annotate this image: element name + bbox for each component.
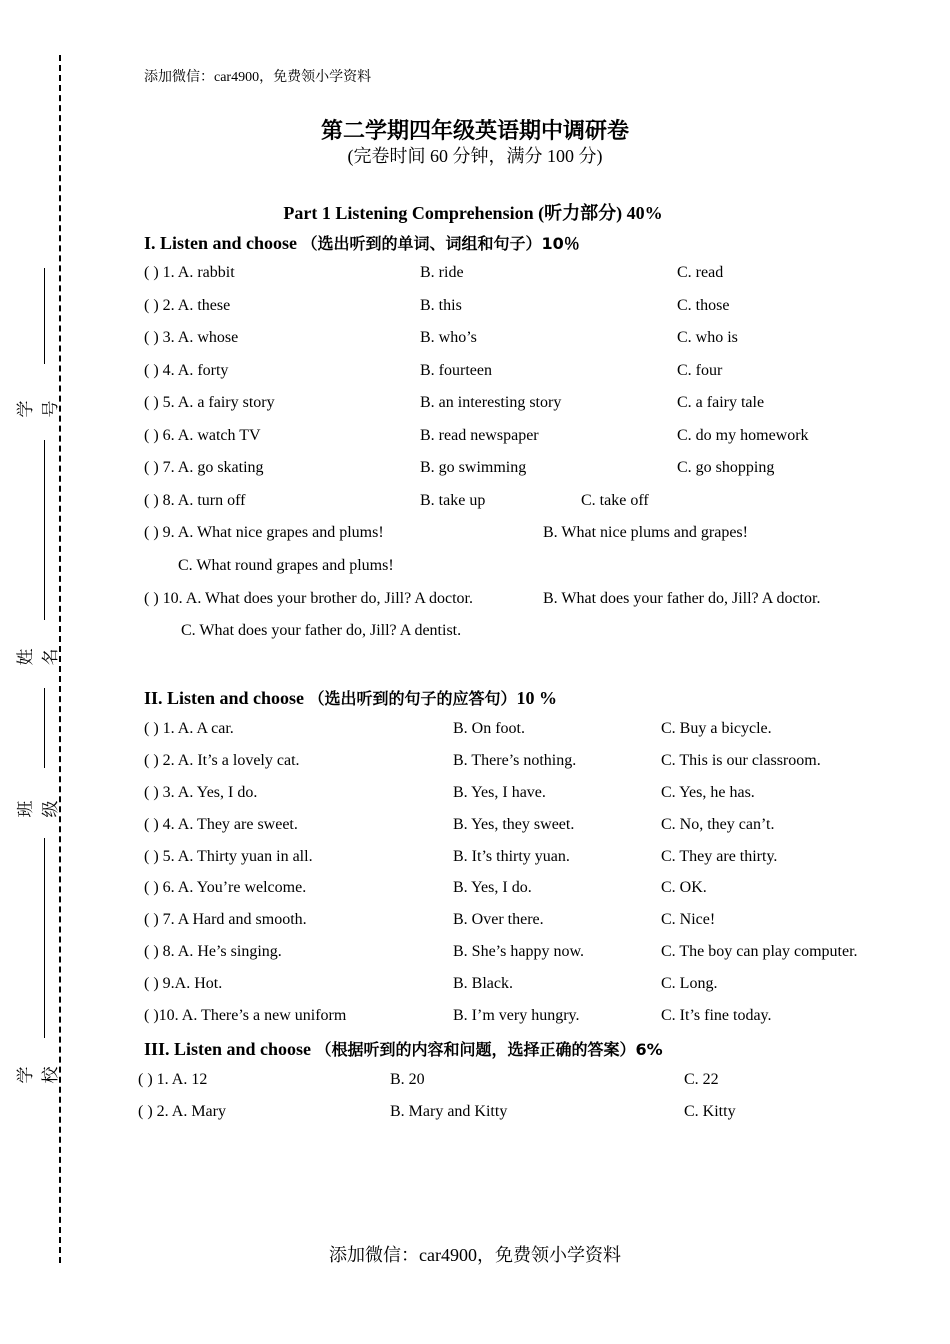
s2-q6-a: ( ) 6. A. You’re welcome.: [144, 879, 307, 896]
side-label-number: 学号: [16, 400, 60, 418]
bottom-note: 添加微信：car4900，免费领小学资料: [329, 1245, 621, 1265]
s2-q4-a: ( ) 4. A. They are sweet.: [144, 816, 298, 833]
s1-q10-b: B. What does your father do, Jill? A doctor.: [543, 590, 821, 607]
side-label-name: 姓名: [16, 648, 60, 666]
s2-q10-b: B. I’m very hungry.: [453, 1007, 580, 1024]
side-line-school: [44, 838, 45, 1038]
section3-title-cn: （根据听到的内容和问题，选择正确的答案）6%: [315, 1040, 663, 1059]
section3-heading: [144, 1037, 663, 1060]
s3-q1-a: ( ) 1. A. 12: [138, 1071, 208, 1088]
s2-q10-c: C. It’s fine today.: [661, 1007, 772, 1024]
s1-q4-c: C. four: [677, 362, 723, 379]
s2-q5-a: ( ) 5. A. Thirty yuan in all.: [144, 848, 313, 865]
section1-title-en: I. Listen and choose: [144, 233, 302, 253]
s1-q6-a: ( ) 6. A. watch TV: [144, 427, 261, 444]
s2-q7-b: B. Over there.: [453, 911, 544, 928]
s2-q10-a: ( )10. A. There’s a new uniform: [144, 1007, 347, 1024]
s2-q8-a: ( ) 8. A. He’s singing.: [144, 943, 282, 960]
s2-q3-a: ( ) 3. A. Yes, I do.: [144, 784, 258, 801]
s2-q6-b: B. Yes, I do.: [453, 879, 532, 896]
s2-q1-c: C. Buy a bicycle.: [661, 720, 772, 737]
s2-q4-b: B. Yes, they sweet.: [453, 816, 575, 833]
s1-q8-c: C. take off: [581, 492, 649, 509]
side-label-class: 班级: [16, 800, 60, 818]
section2-heading: [144, 686, 557, 709]
side-line-name: [44, 440, 45, 620]
top-note: 添加微信：car4900，免费领小学资料: [144, 70, 372, 85]
s2-q3-c: C. Yes, he has.: [661, 784, 755, 801]
s1-q9-c: C. What round grapes and plums!: [178, 557, 394, 574]
s3-q1-b: B. 20: [390, 1071, 425, 1088]
s3-q2-a: ( ) 2. A. Mary: [138, 1103, 226, 1120]
s2-q4-c: C. No, they can’t.: [661, 816, 775, 833]
s1-q8-b: B. take up: [420, 492, 486, 509]
s1-q2-a: ( ) 2. A. these: [144, 297, 231, 314]
s2-q7-c: C. Nice!: [661, 911, 716, 928]
s2-q5-c: C. They are thirty.: [661, 848, 778, 865]
s1-q3-b: B. who’s: [420, 329, 477, 346]
s1-q4-a: ( ) 4. A. forty: [144, 362, 229, 379]
section2-title-pct: 10 %: [516, 688, 558, 708]
s1-q8-a: ( ) 8. A. turn off: [144, 492, 246, 509]
side-label-school: 学校: [16, 1066, 60, 1084]
s1-q5-a: ( ) 5. A. a fairy story: [144, 394, 275, 411]
s1-q9-a: ( ) 9. A. What nice grapes and plums!: [144, 524, 384, 541]
s3-q2-c: C. Kitty: [684, 1103, 736, 1120]
s3-q2-b: B. Mary and Kitty: [390, 1103, 508, 1120]
s1-q6-b: B. read newspaper: [420, 427, 539, 444]
s1-q5-b: B. an interesting story: [420, 394, 562, 411]
s2-q8-c: C. The boy can play computer.: [661, 943, 858, 960]
s1-q3-c: C. who is: [677, 329, 738, 346]
part1-heading: Part 1 Listening Comprehension (听力部分) 40%: [283, 203, 663, 223]
section1-heading: [144, 231, 580, 254]
s1-q4-b: B. fourteen: [420, 362, 492, 379]
s1-q7-b: B. go swimming: [420, 459, 527, 476]
s1-q10-c: C. What does your father do, Jill? A dentist.: [181, 622, 462, 639]
s1-q1-b: B. ride: [420, 264, 464, 281]
section2-title-en: II. Listen and choose: [144, 688, 309, 708]
s1-q2-b: B. this: [420, 297, 462, 314]
section3-title-en: III. Listen and choose: [144, 1039, 316, 1059]
s2-q2-a: ( ) 2. A. It’s a lovely cat.: [144, 752, 300, 769]
s2-q2-c: C. This is our classroom.: [661, 752, 821, 769]
side-line-class: [44, 688, 45, 768]
s1-q7-a: ( ) 7. A. go skating: [144, 459, 264, 476]
s2-q7-a: ( ) 7. A Hard and smooth.: [144, 911, 307, 928]
s1-q6-c: C. do my homework: [677, 427, 809, 444]
section2-title-cn: （选出听到的句子的应答句）: [308, 689, 517, 708]
s1-q7-c: C. go shopping: [677, 459, 775, 476]
s2-q9-a: ( ) 9.A. Hot.: [144, 975, 223, 992]
s1-q1-a: ( ) 1. A. rabbit: [144, 264, 235, 281]
s1-q1-c: C. read: [677, 264, 724, 281]
s2-q5-b: B. It’s thirty yuan.: [453, 848, 570, 865]
s2-q2-b: B. There’s nothing.: [453, 752, 577, 769]
page-title: 第二学期四年级英语期中调研卷: [320, 119, 629, 144]
s2-q1-b: B. On foot.: [453, 720, 525, 737]
s2-q1-a: ( ) 1. A. A car.: [144, 720, 234, 737]
page-subtitle: (完卷时间 60 分钟，满分 100 分): [347, 146, 603, 166]
s1-q2-c: C. those: [677, 297, 730, 314]
s1-q3-a: ( ) 3. A. whose: [144, 329, 239, 346]
s3-q1-c: C. 22: [684, 1071, 719, 1088]
side-line-number: [44, 268, 45, 364]
s1-q5-c: C. a fairy tale: [677, 394, 765, 411]
s2-q8-b: B. She’s happy now.: [453, 943, 584, 960]
section1-title-cn: （选出听到的单词、词组和句子）10％: [301, 234, 580, 253]
s2-q9-c: C. Long.: [661, 975, 718, 992]
s1-q9-b: B. What nice plums and grapes!: [543, 524, 748, 541]
s2-q9-b: B. Black.: [453, 975, 513, 992]
s2-q6-c: C. OK.: [661, 879, 707, 896]
s2-q3-b: B. Yes, I have.: [453, 784, 546, 801]
s1-q10-a: ( ) 10. A. What does your brother do, Jill? A doctor.: [144, 590, 473, 607]
